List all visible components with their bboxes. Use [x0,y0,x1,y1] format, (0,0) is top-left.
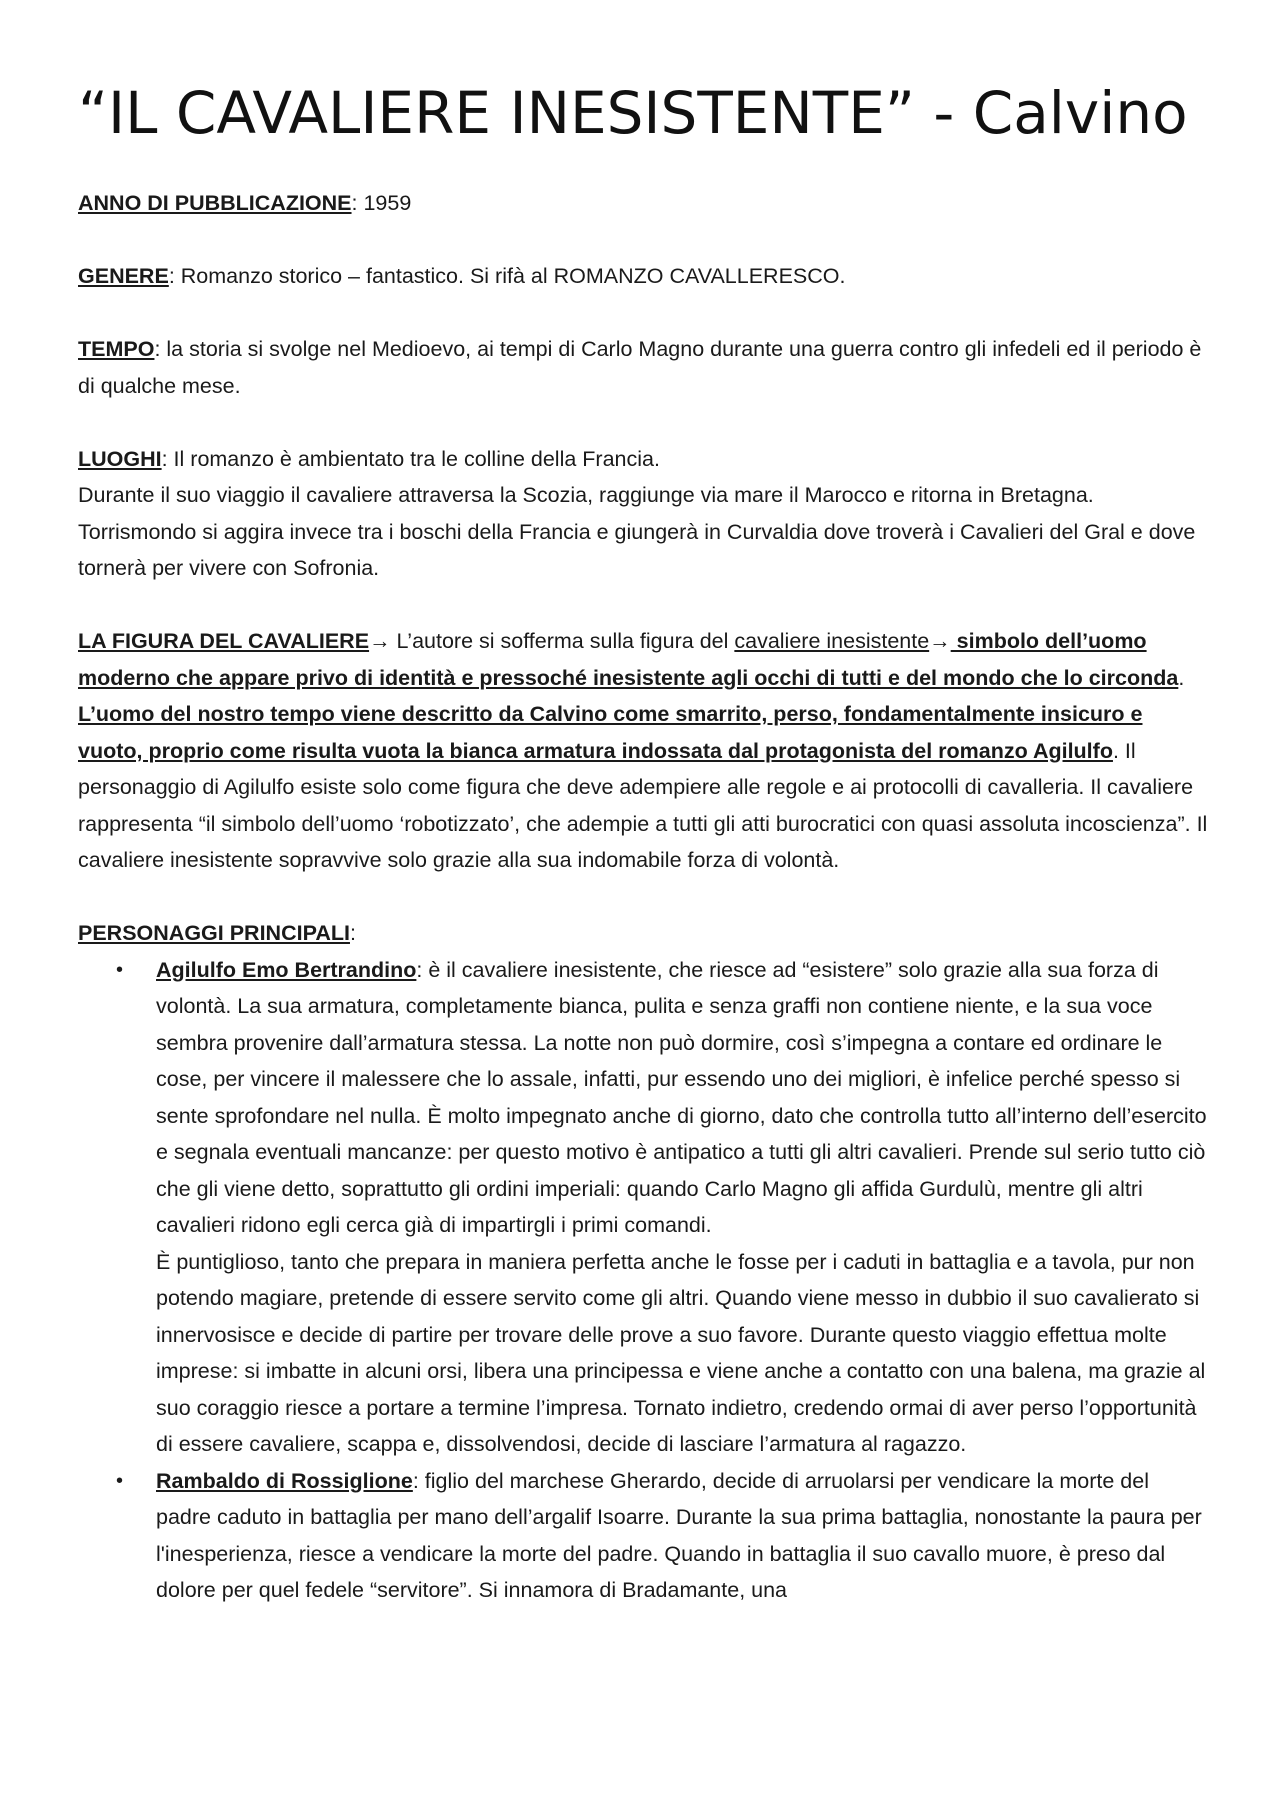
luoghi-paragraph [78,441,1208,478]
list-item [78,1463,1208,1609]
personaggi-label: PERSONAGGI PRINCIPALI [78,921,350,945]
character-paragraph [156,952,1208,1244]
genere-label: GENERE [78,264,169,288]
genere-paragraph [78,258,1208,295]
tempo-label: TEMPO [78,337,155,361]
figura-text1: L’autore si sofferma sulla figura del [390,629,735,653]
figura-bold2: L’uomo del nostro tempo viene descritto da Calvino come smarrito, perso, fondamentalmente insicuro e vuoto, proprio come risulta vuota la bianca armatura indossata dal protagonista del romanzo Agilulfo [78,702,1143,763]
figura-paragraph [78,623,1208,879]
personaggi-colon: : [349,921,356,945]
character-paragraph [156,1463,1208,1609]
arrow-right-icon: → [929,629,951,653]
genere-value: : Romanzo storico – fantastico. Si rifà al ROMANZO CAVALLERESCO. [168,264,846,288]
anno-paragraph [78,185,1208,222]
character-paragraph-2: È puntiglioso, tanto che prepara in maniera perfetta anche le fosse per i caduti in battaglia e a tavola, pur non potendo magiare, pretende di essere servito come gli altri. Quando viene messo in dubbio il suo cavalierato si innervosisce e decide di partire per trovare delle prove a suo favore. Durante questo viaggio effettua molte imprese: si imbatte in alcuni orsi, libera una principessa e viene anche a contatto con una balena, ma grazie al suo coraggio riesce a portare a termine l’impresa. Tornato indietro, credendo ormai di aver perso l’opportunità di essere cavaliere, scappa e, dissolvendosi, decide di lasciare l’armatura al ragazzo. [156,1249,1206,1456]
figura-dot: . [1178,665,1185,690]
anno-value: : 1959 [351,191,412,215]
figura-label: LA FIGURA DEL CAVALIERE [78,629,370,653]
figura-text2: . Il personaggio di Agilulfo esiste solo come figura che deve adempiere alle regole e ai protocolli di cavalleria. Il cavaliere rappresenta “il simbolo dell’uomo ‘robotizzato’, che adempie a tutti gli atti burocratici con quasi assoluta incoscienza”. Il cavaliere inesistente sopravvive solo grazie alla sua indomabile forza di volontà. [78,738,1208,872]
character-description: : figlio del marchese Gherardo, decide di arruolarsi per vendicare la morte del padre caduto in battaglia per mano dell’argalif Isoarre. Durante la sua prima battaglia, nonostante la paura per l'inesperienza, riesce a vendicare la morte del padre. Quando in battaglia il suo cavallo muore, è preso dal dolore per quel fedele “servitore”. Si innamora di Bradamante, una [156,1468,1202,1602]
luoghi-value: : Il romanzo è ambientato tra le colline della Francia. [161,446,660,471]
character-description: : è il cavaliere inesistente, che riesce ad “esistere” solo grazie alla sua forza di volontà. La sua armatura, completamente bianca, pulita e senza graffi non contiene niente, e la sua voce sembra provenire dall’armatura stessa. La notte non può dormire, così s’impegna a contare ed ordinare le cose, per vincere il malessere che lo assale, infatti, pur essendo uno dei migliori, è infelice perché spesso si sente sprofondare nel nulla. È molto impegnato anche di giorno, dato che controlla tutto all’interno dell’esercito e segnala eventuali mancanze: per questo motivo è antipatico a tutti gli altri cavalieri. Prende sul serio tutto ciò che gli viene detto, soprattutto gli ordini imperiali: quando Carlo Magno gli affida Gurdulù, mentre gli altri cavalieri ridono egli cerca già di impartirgli i primi comandi. [156,957,1207,1237]
list-item [78,952,1208,1463]
bullet-icon: • [116,1469,124,1492]
character-name: Rambaldo di Rossiglione [156,1468,413,1493]
figura-bold1: simbolo dell’uomo moderno che appare privo di identità e pressoché inesistente agli occhi di tutti e del mondo che lo circonda [78,629,1179,690]
luoghi-label: LUOGHI [78,446,162,471]
bullet-icon: • [116,958,124,981]
characters-list [78,952,1208,1609]
figura-link-text: cavaliere inesistente [734,629,930,653]
luoghi-text: Durante il suo viaggio il cavaliere attraversa la Scozia, raggiunge via mare il Marocco e ritorna in Bretagna. Torrismondo si aggira invece tra i boschi della Francia e giungerà in Curvaldia dove troverà i Cavalieri del Gral e dove tornerà per vivere con Sofronia. [78,483,1196,580]
tempo-value: : la storia si svolge nel Medioevo, ai tempi di Carlo Magno durante una guerra contro gli infedeli ed il periodo è di qualche mese. [78,337,1202,398]
document-body [78,185,1208,1609]
tempo-paragraph [78,331,1208,404]
arrow-right-icon: → [369,629,391,653]
personaggi-heading [78,915,1208,952]
anno-label: ANNO DI PUBBLICAZIONE [78,191,352,215]
character-name: Agilulfo Emo Bertrandino [156,957,417,982]
page-title: “IL CAVALIERE INESISTENTE” - Calvino [78,79,1188,147]
